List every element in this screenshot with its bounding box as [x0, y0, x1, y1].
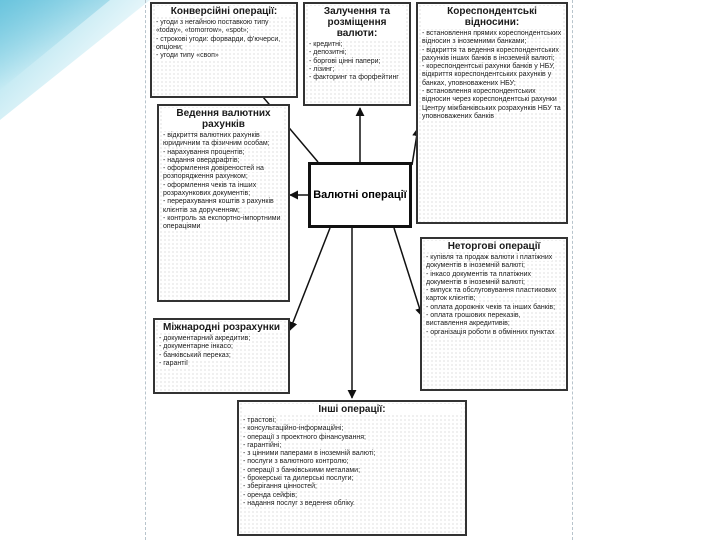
list-item: - оплата грошових переказів, виставлення акредитивів; [426, 312, 521, 328]
list-item: - організація роботи в обмінних пунктах [426, 328, 555, 336]
list-item: - контроль за експортно-імпортними операціями [163, 214, 281, 231]
arrow-to-nontrade [394, 228, 422, 316]
list-item: - лізинг; [309, 65, 335, 73]
box-other-operations [237, 400, 467, 536]
list-item: - боргові цінні папери; [309, 57, 381, 65]
list-item: - кореспондентські рахунки банків у НБУ, відкриття кореспондентських рахунків у банках, уповноважених НБУ; [422, 63, 555, 87]
list-item: - строкові угоди: форварди, ф'ючерси, опціони; [156, 35, 281, 51]
box-international-settlements [153, 318, 290, 394]
item-list [426, 254, 562, 337]
box-conversion-operations [150, 2, 298, 98]
list-item: - трастові; [243, 417, 277, 424]
list-item: - послуги з валютного контролю; [243, 458, 349, 466]
box-title: Міжнародні розрахунки [159, 322, 284, 333]
list-item: - документарне інкасо; [159, 343, 233, 351]
list-item: - оренда сейфів; [243, 491, 298, 499]
list-item: - гарантійні; [243, 441, 282, 449]
box-title: Залучення та розміщення валюти: [309, 6, 405, 39]
list-item: - операції з банківськими металами; [243, 466, 361, 474]
list-item: - надання овердрафтів; [163, 156, 240, 164]
list-item: - брокерські та дилерські послуги; [243, 475, 354, 483]
center-title: Валютні операції [313, 189, 407, 201]
list-item: - оформлення довіреностей на розпорядження рахунком; [163, 165, 264, 181]
list-item: - кредитні; [309, 41, 343, 48]
list-item: - факторинг та форфейтинг [309, 74, 399, 82]
arrow-to-international [290, 228, 330, 330]
box-nontrade-operations [420, 237, 568, 391]
item-list [309, 41, 405, 82]
list-item: - банківський переказ; [159, 351, 231, 359]
item-list [156, 19, 292, 60]
item-list [163, 132, 284, 232]
list-item: - гарантії [159, 359, 188, 367]
box-title: Ведення валютних рахунків [163, 108, 284, 130]
box-currency-accounts [157, 104, 290, 302]
list-item: - оформлення чеків та інших розрахункових документів; [163, 181, 257, 198]
item-list [422, 30, 562, 121]
list-item: - операції з проектного фінансування; [243, 433, 366, 441]
list-item: - встановлення кореспондентських відносин через кореспондентські рахунки Центру міжбанківських розрахунків НБУ та уповноважених банків [422, 88, 561, 120]
list-item: - відкриття та ведення кореспондентських рахунків інших банків в іноземній валюті; [422, 46, 559, 62]
list-item: - депозитні; [309, 49, 347, 57]
box-correspondent-relations [416, 2, 568, 224]
item-list [159, 335, 284, 368]
box-currency-attraction [303, 2, 411, 106]
list-item: - документарний акредитив; [159, 335, 251, 342]
list-item: - оплата дорожніх чеків та інших банків; [426, 303, 556, 311]
list-item: - консультаційно-інформаційні; [243, 425, 344, 433]
center-node [308, 162, 412, 228]
list-item: - нарахування процентів; [163, 148, 245, 156]
box-title: Інші операції: [243, 404, 461, 415]
box-title: Конверсійні операції: [156, 6, 292, 17]
list-item: - відкриття валютних рахунків юридичним та фізичним особам; [163, 132, 270, 148]
list-item: - випуск та обслуговування пластикових карток клієнтів; [426, 287, 557, 303]
list-item: - угоди типу «своп» [156, 52, 219, 60]
list-item: - встановлення прямих кореспондентських відносин з іноземними банками; [422, 30, 562, 46]
box-title: Кореспондентські відносини: [422, 6, 562, 28]
list-item: - перерахування коштів з рахунків клієнтів за дорученням; [163, 198, 274, 214]
list-item: - інкасо документів та платіжних документів в іноземній валюті; [426, 270, 532, 286]
list-item: - купівля та продаж валюти і платіжних документів в іноземній валюті; [426, 254, 553, 270]
list-item: - угоди з негайною поставкою типу «today», «tomorrow», «spot»; [156, 19, 269, 35]
list-item: - надання послуг з ведення обліку. [243, 499, 355, 507]
item-list [243, 417, 461, 508]
list-item: - зберігання цінностей; [243, 483, 318, 491]
list-item: - з цінними паперами в іноземній валюті; [243, 450, 376, 458]
box-title: Неторгові операції [426, 241, 562, 252]
